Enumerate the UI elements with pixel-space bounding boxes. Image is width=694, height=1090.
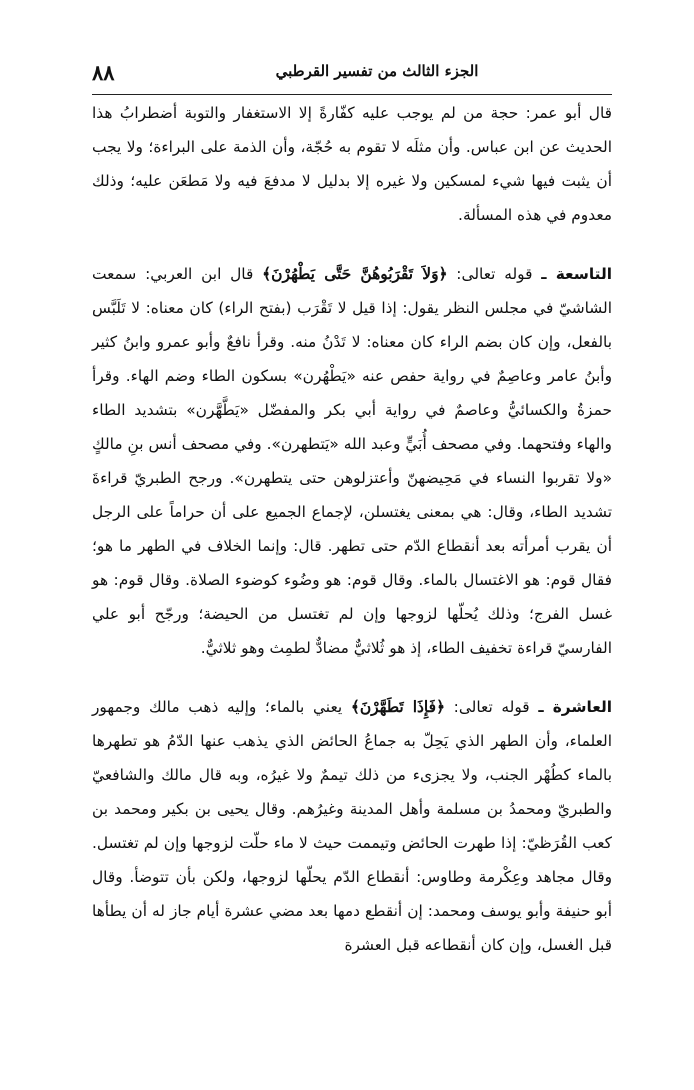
lead-text: قوله تعالى:	[447, 265, 542, 283]
lead-text: قوله تعالى:	[444, 698, 539, 716]
running-title: الجزء الثالث من تفسير القرطبي	[275, 62, 479, 80]
paragraph-abu-omar	[92, 96, 612, 232]
paragraph-tenth-issue	[92, 690, 612, 962]
paragraph-text: قال أبو عمر: حجة من لم يوجب عليه كفّارةً إلا الاستغفار والتوبة أضطرابُ هذا الحديث عن ابن عباس. وأن مثلَه لا تقوم به حُجّة، وأن الذمة على البراءة؛ ولا يجب أن يثبت فيها شيء لمسكين ولا غيره إلا بدليل لا مدفعَ فيه ولا مَطعَن عليه؛ وذلك معدوم في هذه المسألة.	[92, 104, 612, 224]
quran-verse: ﴿وَلاَ تَقْرَبُوهُنَّ حَتَّى يَطْهُرْنَ﴾	[262, 265, 448, 283]
page-header	[92, 58, 612, 95]
paragraph-spacer	[92, 665, 612, 690]
paragraph-text: يعني بالماء؛ وإليه ذهب مالك وجمهور العلماء، وأن الطهر الذي يَحِلّ به جماعُ الحائض الذي يذهب عنها الدّمُ هو تطهرها بالماء كطُهْر الجنب، ولا يجزىء من ذلك تيممٌ ولا غيرُه، وبه قال مالك والشافعيّ والطبريّ ومحمدُ بن مسلمة وأهل المدينة وغيرُهم. وقال يحيى بن بكير ومحمد بن كعب القُرَظيّ: إذا طهرت الحائض وتيممت حيث لا ماء حلّت لزوجها وإن لم تغتسل. وقال مجاهد وعِكْرمة وطاوس: أنقطاع الدّم يحلّها لزوجها، ولكن بأن تتوضأ. وقال أبو حنيفة وأبو يوسف ومحمد: إن أنقطع دمها بعد مضي عشرة أيام جاز له أن يطأها قبل الغسل، وإن كان أنقطاعه قبل العشرة	[92, 698, 612, 954]
paragraph-ninth-issue	[92, 257, 612, 665]
paragraph-text: قال ابن العربي: سمعت الشاشيّ في مجلس النظر يقول: إذا قيل لا تَقْرَب (بفتح الراء) كان معناه: لا تَلَبَّس بالفعل، وإن كان بضم الراء كان معناه: لا تَدْنُ منه. وقرأ نافعٌ وأبو عمرو وابنُ كثير وأبنُ عامر وعاصِمٌ في رواية حفص عنه «يَطْهُرن» بسكون الطاء وضم الهاء. وقرأ حمزةُ والكسائيُّ وعاصمٌ في رواية أبي بكر والمفضّل «يَطَّهَّرن» بتشديد الطاء والهاء وفتحهما. وفي مصحف أُبَيٍّ وعبد الله «يَتطهرن». وفي مصحف أنس بنِ مالكٍ «ولا تقربوا النساء في مَحِيضهنّ وأعتزلوهن حتى يتطهرن». ورجح الطبريّ قراءةَ تشديد الطاء، وقال: هي بمعنى يغتسلن، لإجماع الجميع على أن حراماً على الرجل أن يقرب أمرأته بعد أنقطاع الدّم حتى تطهر. قال: وإنما الخلاف في الطهر ما هو؛ فقال قوم: هو الاغتسال بالماء. وقال قوم: هو وضُوء كوضوء الصلاة. وقال قوم: هو غسل الفرج؛ وذلك يُحلّها لزوجها وإن لم تغتسل من الحيضة؛ ورجّح أبو علي الفارسيّ قراءة تخفيف الطاء، إذ هو ثُلاثيٌّ مضادٌّ لطمِث وهو ثلاثيٌّ.	[92, 265, 612, 657]
page-body	[92, 96, 612, 962]
quran-verse: ﴿فَإِذَا تَطَهَّرْنَ﴾	[350, 698, 445, 716]
section-heading: العاشرة ـ	[538, 698, 613, 716]
page-number: ٨٨	[92, 60, 115, 85]
section-heading: التاسعة ـ	[541, 265, 612, 283]
paragraph-spacer	[92, 232, 612, 257]
